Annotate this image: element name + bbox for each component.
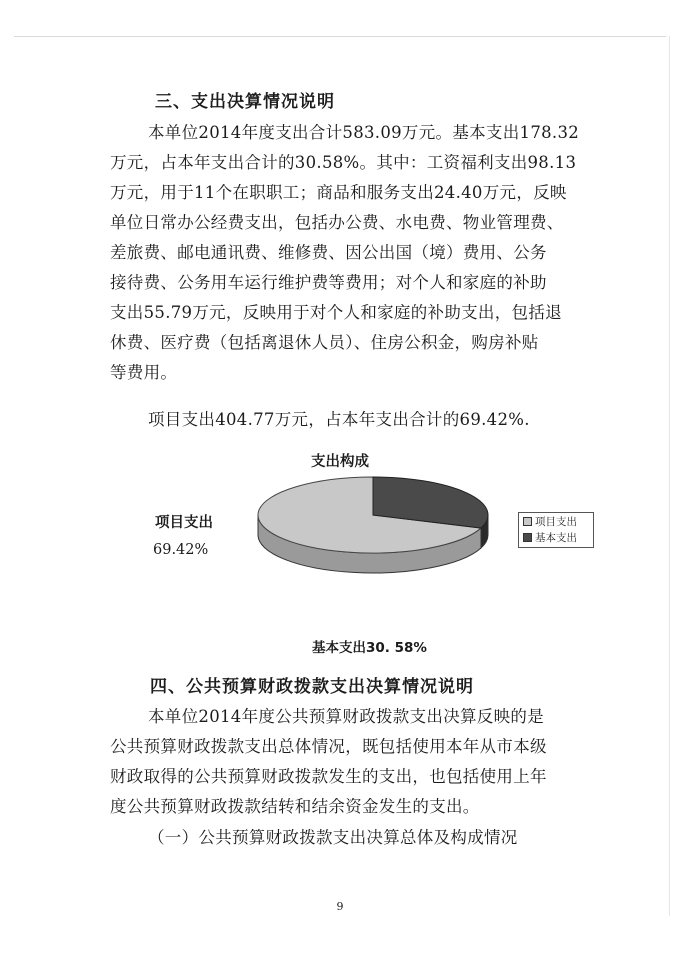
legend-item-project	[519, 513, 593, 529]
legend-swatch-basic	[523, 533, 532, 542]
section-4-paragraph	[110, 702, 547, 822]
section-3-heading: 三、支出决算情况说明	[155, 92, 335, 112]
text-line: 万元，占本年支出合计的30.58%。其中：工资福利支出98.13	[110, 153, 577, 172]
section-4-heading: 四、公共预算财政拨款支出决算情况说明	[150, 677, 474, 697]
text-line: 单位日常办公经费支出，包括办公费、水电费、物业管理费、	[110, 213, 564, 232]
text-line: 等费用。	[110, 363, 178, 382]
section-3-paragraph	[110, 118, 579, 388]
text-line: 财政取得的公共预算财政拨款发生的支出，也包括使用上年	[110, 767, 547, 786]
text-line: 万元，用于11个在职职工；商品和服务支出24.40万元，反映	[110, 183, 567, 202]
legend-label-basic: 基本支出	[535, 531, 577, 544]
chart-title: 支出构成	[311, 454, 369, 470]
text-line: 支出55.79万元，反映用于对个人和家庭的补助支出，包括退	[110, 303, 562, 322]
page-number: 9	[336, 900, 344, 913]
legend-item-basic	[519, 529, 593, 545]
scan-edge	[14, 36, 666, 37]
legend-label-project: 项目支出	[535, 515, 577, 528]
slice-value-project: 69.42%	[153, 542, 209, 558]
text-line: 差旅费、邮电通讯费、维修费、因公出国（境）费用、公务	[110, 243, 547, 262]
section-3-paragraph-2: 项目支出404.77万元，占本年支出合计的69.42%.	[148, 410, 530, 429]
text-line: 公共预算财政拨款支出总体情况，既包括使用本年从市本级	[110, 737, 547, 756]
text-line: 接待费、公务用车运行维护费等费用；对个人和家庭的补助	[110, 273, 547, 292]
chart-legend	[518, 512, 594, 548]
slice-label-basic: 基本支出30. 58%	[312, 640, 427, 656]
slice-label-project: 项目支出	[155, 515, 213, 531]
legend-swatch-project	[523, 517, 532, 526]
text-line: 休费、医疗费（包括离退休人员）、住房公积金，购房补贴	[110, 333, 539, 352]
sub-heading: （一）公共预算财政拨款支出决算总体及构成情况	[148, 828, 518, 847]
text-line: 本单位2014年度公共预算财政拨款支出决算反映的是	[148, 707, 544, 726]
text-line: 度公共预算财政拨款结转和结余资金发生的支出。	[110, 797, 480, 816]
text-line: 本单位2014年度支出合计583.09万元。基本支出178.32	[148, 123, 580, 142]
